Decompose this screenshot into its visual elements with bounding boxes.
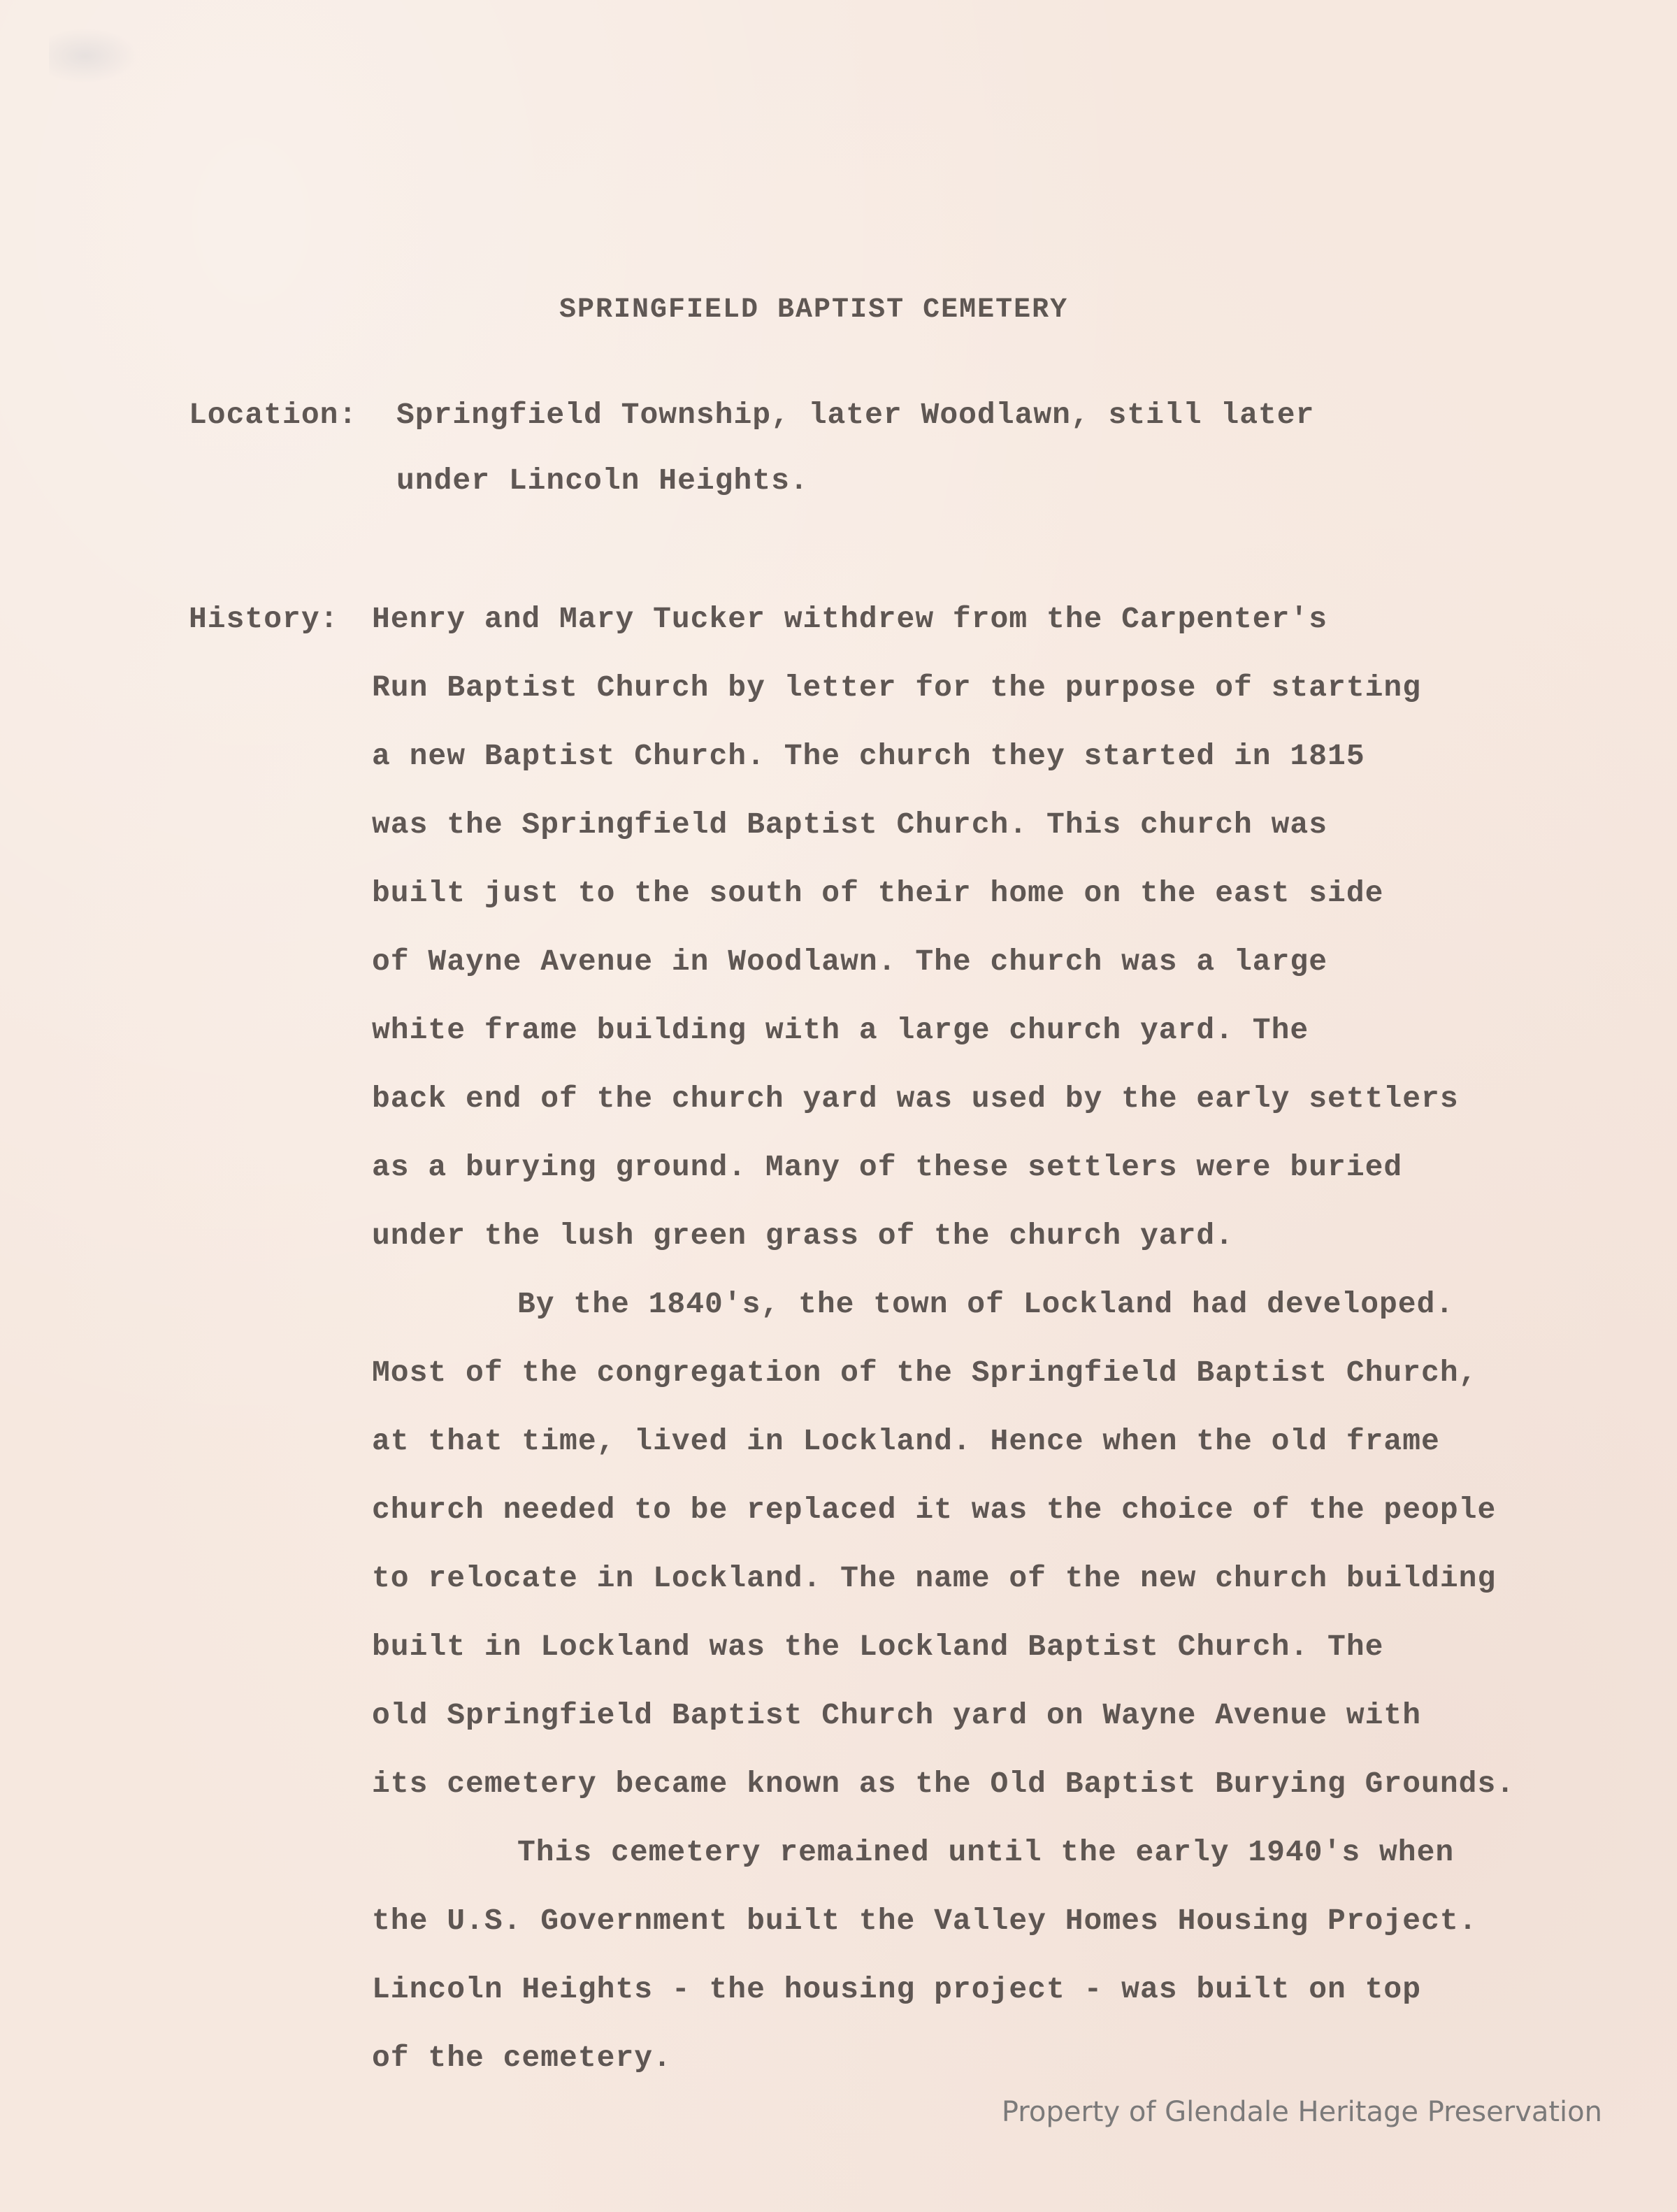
history-line: the U.S. Government built the Valley Homes Housing Project.	[372, 1904, 1478, 1938]
paper-crease-mark	[49, 28, 140, 84]
history-line: its cemetery became known as the Old Baptist Burying Grounds.	[372, 1767, 1516, 1801]
history-line: white frame building with a large church yard. The	[372, 1013, 1309, 1047]
location-line: under Lincoln Heights.	[396, 464, 809, 498]
history-line: as a burying ground. Many of these settlers were buried	[372, 1150, 1403, 1184]
history-line: Henry and Mary Tucker withdrew from the Carpenter's	[372, 602, 1328, 636]
history-line: was the Springfield Baptist Church. This church was	[372, 807, 1328, 842]
history-line: By the 1840's, the town of Lockland had developed.	[517, 1287, 1455, 1321]
history-line: at that time, lived in Lockland. Hence when the old frame	[372, 1424, 1440, 1458]
history-line: built in Lockland was the Lockland Baptist Church. The	[372, 1630, 1384, 1664]
history-line: church needed to be replaced it was the choice of the people	[372, 1493, 1497, 1527]
history-line: Run Baptist Church by letter for the purpose of starting	[372, 670, 1422, 705]
history-line: Most of the congregation of the Springfield Baptist Church,	[372, 1356, 1478, 1390]
document-title: SPRINGFIELD BAPTIST CEMETERY	[559, 294, 1069, 326]
location-line: Springfield Township, later Woodlawn, still later	[396, 398, 1315, 432]
history-line: old Springfield Baptist Church yard on Wayne Avenue with	[372, 1698, 1422, 1732]
history-line: a new Baptist Church. The church they started in 1815	[372, 739, 1365, 773]
ownership-watermark: Property of Glendale Heritage Preservation	[1001, 2096, 1602, 2128]
history-line: to relocate in Lockland. The name of the new church building	[372, 1561, 1497, 1595]
location-label: Location:	[189, 398, 358, 432]
history-line: Lincoln Heights - the housing project - was built on top	[372, 1972, 1422, 2006]
history-line: back end of the church yard was used by the early settlers	[372, 1082, 1459, 1116]
history-line: This cemetery remained until the early 1940's when	[517, 1835, 1455, 1869]
history-line: of Wayne Avenue in Woodlawn. The church was a large	[372, 945, 1328, 979]
history-line: of the cemetery.	[372, 2041, 672, 2075]
history-label: History:	[189, 602, 339, 636]
history-line: built just to the south of their home on the east side	[372, 876, 1384, 910]
history-line: under the lush green grass of the church yard.	[372, 1219, 1234, 1253]
